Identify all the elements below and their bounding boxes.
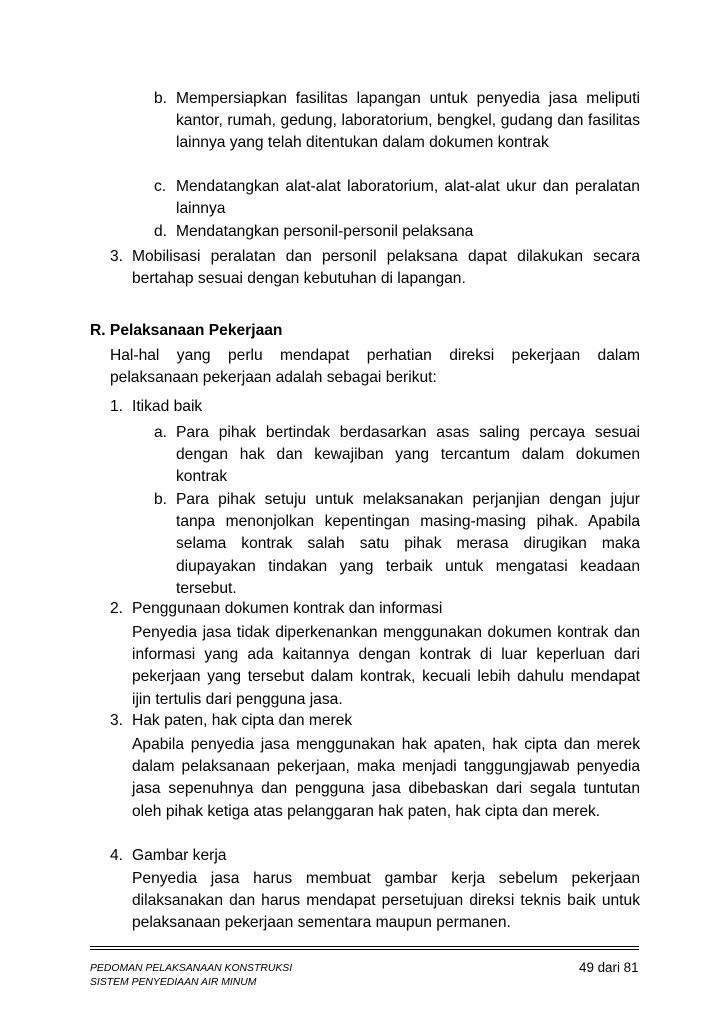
item-body-3: Apabila penyedia jasa menggunakan hak apaten, hak cipta dan merek dalam pelaksanaan pekerjaan, maka menjadi tanggungjawab penyedia jasa sepenuhnya dan pengguna jasa dibebaskan dari segala tuntutan oleh pihak ketiga atas pelanggaran hak paten, hak cipta dan merek.: [132, 736, 640, 820]
item-marker-2: 2.: [110, 600, 124, 617]
subitem-text-b: Mempersiapkan fasilitas lapangan untuk penyedia jasa meliputi kantor, rumah, gedung, laboratorium, bengkel, gudang dan fasilitas lainnya yang telah ditentukan dalam dokumen kontrak: [176, 90, 640, 152]
subitem-marker-a: a.: [154, 424, 168, 441]
item-marker-3-prev: 3.: [110, 248, 124, 265]
subitem-marker-b2: b.: [154, 491, 168, 508]
section-intro: Hal-hal yang perlu mendapat perhatian direksi pekerjaan dalam pelaksanaan pekerjaan adalah sebagai berikut:: [110, 347, 640, 387]
item-title-2: Penggunaan dokumen kontrak dan informasi: [132, 600, 443, 617]
item-marker-4: 4.: [110, 847, 124, 864]
item-marker-1: 1.: [110, 398, 124, 415]
item-marker-3: 3.: [110, 712, 124, 729]
section-heading: R. Pelaksanaan Pekerjaan: [90, 322, 283, 339]
item-title-4: Gambar kerja: [132, 847, 227, 864]
item-body-4: Penyedia jasa harus membuat gambar kerja sebelum pekerjaan dilaksanakan dan harus mendapat persetujuan direksi teknis baik untuk pelaksanaan pekerjaan sementara maupun permanen.: [132, 870, 640, 932]
footer-rule-thin: [90, 949, 639, 950]
footer-line-1: PEDOMAN PELAKSANAAN KONSTRUKSI: [90, 963, 293, 974]
footer-line-2: SISTEM PENYEDIAAN AIR MINUM: [90, 977, 257, 988]
subitem-text-b2: Para pihak setuju untuk melaksanakan perjanjian dengan jujur tanpa menonjolkan kepentingan masing-masing pihak. Apabila selama kontrak salah satu pihak merasa dirugikan maka diupayakan tindakan yang terbaik untuk mengatasi keadaan tersebut.: [176, 491, 640, 597]
item-title-1: Itikad baik: [132, 398, 203, 415]
subitem-marker-d: d.: [154, 223, 168, 240]
subitem-text-a: Para pihak bertindak berdasarkan asas saling percaya sesuai dengan hak dan kewajiban yang tercantum dalam dokumen kontrak: [176, 424, 640, 486]
footer-rule: [90, 946, 639, 947]
subitem-text-d: Mendatangkan personil-personil pelaksana: [176, 223, 474, 240]
item-text-3-prev: Mobilisasi peralatan dan personil pelaksana dapat dilakukan secara bertahap sesuai dengan kebutuhan di lapangan.: [132, 248, 640, 288]
item-title-3: Hak paten, hak cipta dan merek: [132, 712, 353, 729]
page-number: 49 dari 81: [579, 960, 639, 975]
item-body-2: Penyedia jasa tidak diperkenankan menggunakan dokumen kontrak dan informasi yang ada kaitannya dengan kontrak di luar keperluan dari pekerjaan yang tersebut dalam kontrak, kecuali lebih dahulu mendapat ijin tertulis dari pengguna jasa.: [132, 624, 640, 708]
subitem-marker-c: c.: [154, 178, 167, 195]
subitem-text-c: Mendatangkan alat-alat laboratorium, alat-alat ukur dan peralatan lainnya: [176, 178, 640, 218]
subitem-marker-b: b.: [154, 90, 168, 107]
